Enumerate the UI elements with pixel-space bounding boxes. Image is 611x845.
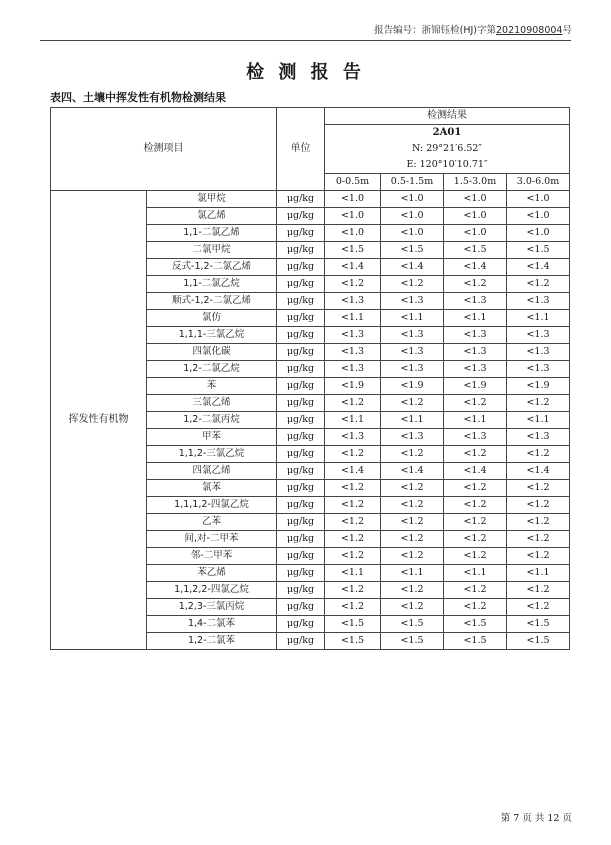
table-header-row — [51, 108, 570, 125]
unit-cell: μg/kg — [277, 531, 325, 548]
sample-latitude: N: 29°21′6.52″ — [412, 143, 482, 154]
result-value: <1.2 — [325, 548, 381, 565]
result-value: <1.0 — [444, 225, 507, 242]
result-value: <1.2 — [381, 514, 444, 531]
result-value: <1.3 — [325, 429, 381, 446]
result-value: <1.1 — [444, 310, 507, 327]
page-title: 检 测 报 告 — [246, 62, 365, 83]
result-value: <1.3 — [325, 344, 381, 361]
depth-header: 0-0.5m — [325, 174, 381, 191]
unit-cell: μg/kg — [277, 599, 325, 616]
result-value: <1.4 — [444, 259, 507, 276]
sample-code: 2A01 — [432, 127, 462, 138]
result-value: <1.0 — [507, 225, 570, 242]
result-value: <1.2 — [381, 531, 444, 548]
result-value: <1.1 — [507, 412, 570, 429]
result-value: <1.2 — [507, 497, 570, 514]
compound-name: 1,2-二氯丙烷 — [147, 412, 277, 429]
result-value: <1.2 — [325, 599, 381, 616]
depth-header: 3.0-6.0m — [507, 174, 570, 191]
unit-cell: μg/kg — [277, 395, 325, 412]
result-value: <1.2 — [325, 480, 381, 497]
result-value: <1.2 — [444, 548, 507, 565]
compound-name: 四氯化碳 — [147, 344, 277, 361]
result-value: <1.3 — [325, 361, 381, 378]
compound-name: 1,2-二氯乙烷 — [147, 361, 277, 378]
result-value: <1.5 — [444, 616, 507, 633]
result-value: <1.0 — [507, 191, 570, 208]
result-value: <1.4 — [325, 259, 381, 276]
result-value: <1.4 — [325, 463, 381, 480]
result-value: <1.4 — [507, 259, 570, 276]
results-table-body — [51, 108, 570, 650]
unit-cell: μg/kg — [277, 446, 325, 463]
result-value: <1.2 — [507, 582, 570, 599]
result-value: <1.2 — [381, 599, 444, 616]
result-value: <1.1 — [325, 565, 381, 582]
result-value: <1.2 — [444, 497, 507, 514]
result-value: <1.0 — [444, 191, 507, 208]
col-header-unit: 单位 — [277, 108, 325, 191]
result-value: <1.5 — [507, 242, 570, 259]
compound-name: 三氯乙烯 — [147, 395, 277, 412]
col-header-item: 检测项目 — [51, 108, 277, 191]
compound-name: 四氯乙烯 — [147, 463, 277, 480]
result-value: <1.2 — [507, 395, 570, 412]
result-value: <1.3 — [507, 361, 570, 378]
result-value: <1.9 — [325, 378, 381, 395]
result-value: <1.0 — [381, 225, 444, 242]
unit-cell: μg/kg — [277, 429, 325, 446]
report-number-prefix: 报告编号：浙锦钰检(HJ)字第 — [374, 25, 496, 36]
result-value: <1.2 — [507, 514, 570, 531]
compound-name: 间,对-二甲苯 — [147, 531, 277, 548]
unit-cell: μg/kg — [277, 361, 325, 378]
compound-name: 1,1,1,2-四氯乙烷 — [147, 497, 277, 514]
result-value: <1.3 — [381, 429, 444, 446]
result-value: <1.1 — [381, 310, 444, 327]
compound-name: 苯 — [147, 378, 277, 395]
compound-name: 1,4-二氯苯 — [147, 616, 277, 633]
result-value: <1.4 — [507, 463, 570, 480]
result-value: <1.2 — [444, 446, 507, 463]
unit-cell: μg/kg — [277, 344, 325, 361]
result-value: <1.3 — [325, 327, 381, 344]
result-value: <1.2 — [507, 599, 570, 616]
compound-name: 1,1,2-三氯乙烷 — [147, 446, 277, 463]
unit-cell: μg/kg — [277, 616, 325, 633]
result-value: <1.3 — [444, 344, 507, 361]
result-value: <1.2 — [325, 497, 381, 514]
result-value: <1.2 — [381, 548, 444, 565]
compound-name: 1,1,1-三氯乙烷 — [147, 327, 277, 344]
compound-name: 氯乙烯 — [147, 208, 277, 225]
result-value: <1.2 — [381, 395, 444, 412]
compound-name: 乙苯 — [147, 514, 277, 531]
compound-name: 反式-1,2-二氯乙烯 — [147, 259, 277, 276]
sample-info — [325, 125, 570, 174]
result-value: <1.3 — [507, 293, 570, 310]
result-value: <1.3 — [381, 327, 444, 344]
result-value: <1.9 — [381, 378, 444, 395]
result-value: <1.3 — [325, 293, 381, 310]
result-value: <1.4 — [381, 259, 444, 276]
unit-cell: μg/kg — [277, 276, 325, 293]
result-value: <1.2 — [381, 276, 444, 293]
result-value: <1.2 — [507, 531, 570, 548]
result-value: <1.5 — [381, 242, 444, 259]
result-value: <1.2 — [444, 531, 507, 548]
result-value: <1.1 — [444, 412, 507, 429]
unit-cell: μg/kg — [277, 582, 325, 599]
unit-cell: μg/kg — [277, 565, 325, 582]
result-value: <1.4 — [444, 463, 507, 480]
depth-header: 1.5-3.0m — [444, 174, 507, 191]
category-cell: 挥发性有机物 — [51, 191, 147, 650]
result-value: <1.0 — [325, 225, 381, 242]
compound-name: 氯甲烷 — [147, 191, 277, 208]
unit-cell: μg/kg — [277, 480, 325, 497]
result-value: <1.2 — [444, 582, 507, 599]
result-value: <1.5 — [444, 633, 507, 650]
unit-cell: μg/kg — [277, 412, 325, 429]
page-footer: 第 7 页 共 12 页 — [500, 813, 572, 824]
result-value: <1.1 — [381, 412, 444, 429]
compound-name: 苯乙烯 — [147, 565, 277, 582]
result-value: <1.9 — [507, 378, 570, 395]
result-value: <1.3 — [444, 327, 507, 344]
result-value: <1.1 — [325, 310, 381, 327]
report-number-value: 20210908004 — [495, 25, 563, 36]
unit-cell: μg/kg — [277, 633, 325, 650]
table-caption: 表四、土壤中挥发性有机物检测结果 — [50, 91, 226, 104]
result-value: <1.2 — [444, 599, 507, 616]
result-value: <1.0 — [381, 208, 444, 225]
result-value: <1.3 — [444, 293, 507, 310]
result-value: <1.0 — [325, 191, 381, 208]
result-value: <1.3 — [507, 429, 570, 446]
result-value: <1.5 — [325, 633, 381, 650]
result-value: <1.1 — [325, 412, 381, 429]
unit-cell: μg/kg — [277, 327, 325, 344]
result-value: <1.1 — [381, 565, 444, 582]
col-header-results: 检测结果 — [325, 108, 570, 125]
result-value: <1.2 — [444, 395, 507, 412]
result-value: <1.2 — [444, 276, 507, 293]
compound-name: 顺式-1,2-二氯乙烯 — [147, 293, 277, 310]
compound-name: 氯苯 — [147, 480, 277, 497]
result-value: <1.2 — [325, 276, 381, 293]
result-value: <1.3 — [381, 344, 444, 361]
compound-name: 1,1-二氯乙烷 — [147, 276, 277, 293]
result-value: <1.2 — [325, 531, 381, 548]
result-value: <1.3 — [381, 361, 444, 378]
compound-name: 氯仿 — [147, 310, 277, 327]
result-value: <1.2 — [381, 446, 444, 463]
result-value: <1.9 — [444, 378, 507, 395]
compound-name: 1,1,2,2-四氯乙烷 — [147, 582, 277, 599]
result-value: <1.2 — [325, 395, 381, 412]
result-value: <1.5 — [325, 242, 381, 259]
result-value: <1.5 — [444, 242, 507, 259]
unit-cell: μg/kg — [277, 514, 325, 531]
result-value: <1.2 — [507, 276, 570, 293]
compound-name: 1,2-二氯苯 — [147, 633, 277, 650]
header-divider — [40, 40, 571, 41]
result-value: <1.3 — [444, 429, 507, 446]
result-value: <1.1 — [507, 310, 570, 327]
result-value: <1.3 — [381, 293, 444, 310]
compound-name: 邻-二甲苯 — [147, 548, 277, 565]
result-value: <1.1 — [507, 565, 570, 582]
unit-cell: μg/kg — [277, 497, 325, 514]
unit-cell: μg/kg — [277, 208, 325, 225]
results-table — [50, 107, 570, 650]
result-value: <1.2 — [444, 514, 507, 531]
result-value: <1.1 — [444, 565, 507, 582]
result-value: <1.5 — [325, 616, 381, 633]
compound-name: 甲苯 — [147, 429, 277, 446]
unit-cell: μg/kg — [277, 259, 325, 276]
result-value: <1.2 — [507, 480, 570, 497]
result-value: <1.2 — [507, 446, 570, 463]
result-value: <1.3 — [507, 344, 570, 361]
result-value: <1.5 — [381, 616, 444, 633]
compound-name: 1,2,3-三氯丙烷 — [147, 599, 277, 616]
sample-longitude: E: 120°10′10.71″ — [406, 159, 488, 170]
report-number-suffix: 号 — [562, 25, 572, 36]
result-value: <1.5 — [507, 633, 570, 650]
result-value: <1.0 — [444, 208, 507, 225]
unit-cell: μg/kg — [277, 225, 325, 242]
report-number — [300, 22, 572, 36]
result-value: <1.2 — [381, 480, 444, 497]
result-value: <1.3 — [507, 327, 570, 344]
result-value: <1.2 — [325, 582, 381, 599]
result-value: <1.0 — [325, 208, 381, 225]
result-value: <1.2 — [444, 480, 507, 497]
unit-cell: μg/kg — [277, 310, 325, 327]
unit-cell: μg/kg — [277, 242, 325, 259]
result-value: <1.5 — [381, 633, 444, 650]
result-value: <1.2 — [381, 582, 444, 599]
unit-cell: μg/kg — [277, 293, 325, 310]
result-value: <1.4 — [381, 463, 444, 480]
result-value: <1.5 — [507, 616, 570, 633]
result-value: <1.2 — [507, 548, 570, 565]
result-value: <1.2 — [325, 514, 381, 531]
result-value: <1.0 — [381, 191, 444, 208]
result-value: <1.3 — [444, 361, 507, 378]
result-value: <1.0 — [507, 208, 570, 225]
result-value: <1.2 — [325, 446, 381, 463]
result-value: <1.2 — [381, 497, 444, 514]
depth-header: 0.5-1.5m — [381, 174, 444, 191]
compound-name: 二氯甲烷 — [147, 242, 277, 259]
unit-cell: μg/kg — [277, 378, 325, 395]
compound-name: 1,1-二氯乙烯 — [147, 225, 277, 242]
unit-cell: μg/kg — [277, 191, 325, 208]
table-row — [51, 191, 570, 208]
unit-cell: μg/kg — [277, 548, 325, 565]
unit-cell: μg/kg — [277, 463, 325, 480]
